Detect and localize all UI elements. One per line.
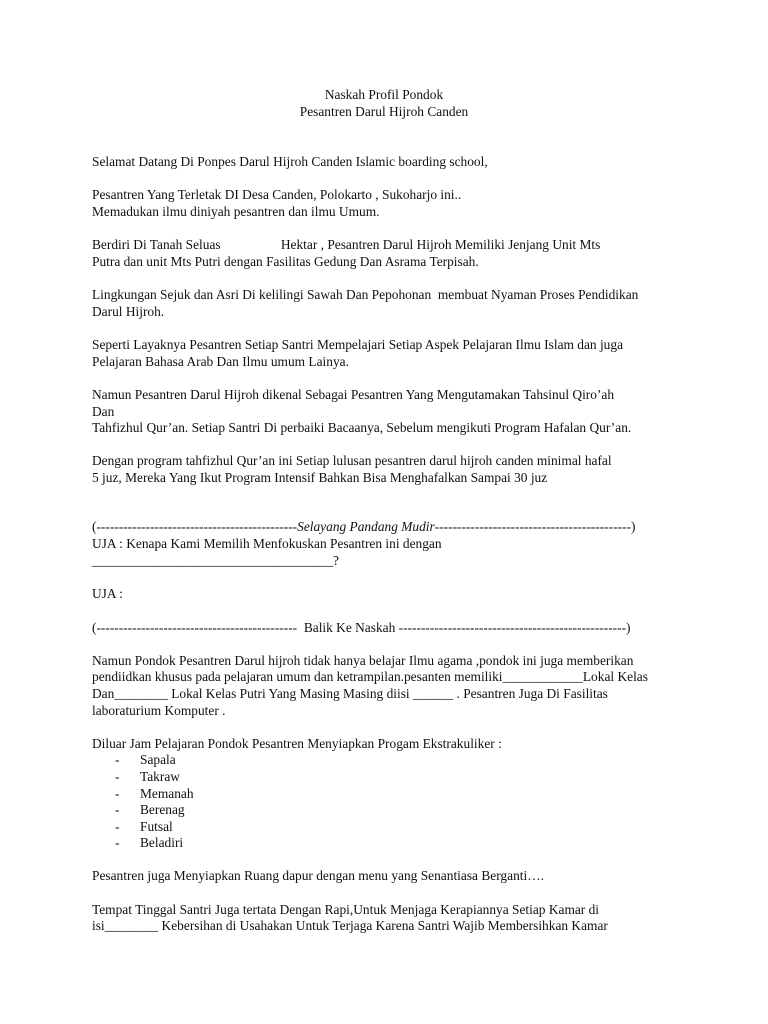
paragraph-curriculum-line-2: Pelajaran Bahasa Arab Dan Ilmu umum Lainya. xyxy=(92,354,349,369)
list-item-text: Sapala xyxy=(140,752,176,767)
section-divider-naskah: (--------------------------------------------- Balik Ke Naskah ---------------------------------------------------) xyxy=(92,620,631,635)
paragraph-tahfizh-line-1: Dengan program tahfizhul Qur’an ini Setiap lulusan pesantren darul hijroh canden minimal hafal xyxy=(92,453,612,468)
paragraph-welcome: Selamat Datang Di Ponpes Darul Hijroh Canden Islamic boarding school, xyxy=(92,154,488,169)
bullet-mark: - xyxy=(115,769,120,784)
paragraph-extracurricular-intro: Diluar Jam Pelajaran Pondok Pesantren Menyiapkan Progam Ekstrakuliker : xyxy=(92,736,502,751)
paragraph-environment-line-2: Darul Hijroh. xyxy=(92,304,165,319)
paragraph-dormitory-line-1: Tempat Tinggal Santri Juga tertata Dengan Rapi,Untuk Menjaga Kerapiannya Setiap Kamar di xyxy=(92,902,600,917)
interview-answer: UJA : xyxy=(92,586,123,601)
bullet-mark: - xyxy=(115,835,120,850)
interview-question-line-1: UJA : Kenapa Kami Memilih Menfokuskan Pesantren ini dengan xyxy=(92,536,442,551)
paragraph-curriculum-line-1: Seperti Layaknya Pesantren Setiap Santri Mempelajari Setiap Aspek Pelajaran Ilmu Islam dan juga xyxy=(92,337,624,352)
list-item-text: Takraw xyxy=(140,769,180,784)
paragraph-facilities-line-4: laboraturium Komputer . xyxy=(92,703,226,718)
paragraph-tahsin-line-3: Tahfizhul Qur’an. Setiap Santri Di perbaiki Bacaanya, Sebelum mengikuti Program Hafalan Qur’an. xyxy=(92,420,632,435)
bullet-mark: - xyxy=(115,786,120,801)
paragraph-land-line-1: Berdiri Di Tanah Seluas Hektar , Pesantren Darul Hijroh Memiliki Jenjang Unit Mts xyxy=(92,237,601,252)
document-title-line-1: Naskah Profil Pondok xyxy=(324,87,444,102)
paragraph-location-line-1: Pesantren Yang Terletak DI Desa Canden, Polokarto , Sukoharjo ini.. xyxy=(92,187,462,202)
paragraph-tahsin-line-2: Dan xyxy=(92,404,115,419)
divider-left: (--------------------------------------------- xyxy=(92,519,298,534)
paragraph-tahsin-line-1: Namun Pesantren Darul Hijroh dikenal Sebagai Pesantren Yang Mengutamakan Tahsinul Qiro’ah xyxy=(92,387,615,402)
bullet-mark: - xyxy=(115,819,120,834)
list-item-text: Beladiri xyxy=(140,835,184,850)
paragraph-facilities-line-1: Namun Pondok Pesantren Darul hijroh tidak hanya belajar Ilmu agama ,pondok ini juga memberikan xyxy=(92,653,634,668)
paragraph-location-line-2: Memadukan ilmu diniyah pesantren dan ilmu Umum. xyxy=(92,204,380,219)
list-item-text: Berenag xyxy=(140,802,185,817)
paragraph-facilities-line-3: Dan________ Lokal Kelas Putri Yang Masing Masing diisi ______ . Pesantren Juga Di Fasilitas xyxy=(92,686,608,701)
paragraph-kitchen: Pesantren juga Menyiapkan Ruang dapur dengan menu yang Senantiasa Berganti…. xyxy=(92,868,544,883)
paragraph-environment-line-1: Lingkungan Sejuk dan Asri Di kelilingi Sawah Dan Pepohonan membuat Nyaman Proses Pendidikan xyxy=(92,287,639,302)
section-heading-mudir: Selayang Pandang Mudir xyxy=(297,519,435,534)
interview-question-line-2: ____________________________________? xyxy=(92,553,339,568)
bullet-mark: - xyxy=(115,752,120,767)
paragraph-facilities-line-2: pendiidkan khusus pada pelajaran umum dan ketrampilan.pesanten memiliki____________Lokal Kelas xyxy=(92,669,648,684)
paragraph-tahfizh-line-2: 5 juz, Mereka Yang Ikut Program Intensif Bahkan Bisa Menghafalkan Sampai 30 juz xyxy=(92,470,548,485)
section-divider-mudir xyxy=(92,519,635,536)
paragraph-dormitory-line-2: isi________ Kebersihan di Usahakan Untuk Terjaga Karena Santri Wajib Membersihkan Kamar xyxy=(92,918,608,933)
list-item-text: Memanah xyxy=(140,786,194,801)
paragraph-land-line-2: Putra dan unit Mts Putri dengan Fasilitas Gedung Dan Asrama Terpisah. xyxy=(92,254,479,269)
divider-right: --------------------------------------------) xyxy=(434,519,636,534)
bullet-mark: - xyxy=(115,802,120,817)
list-item-text: Futsal xyxy=(140,819,173,834)
document-title-line-2: Pesantren Darul Hijroh Canden xyxy=(299,104,469,119)
